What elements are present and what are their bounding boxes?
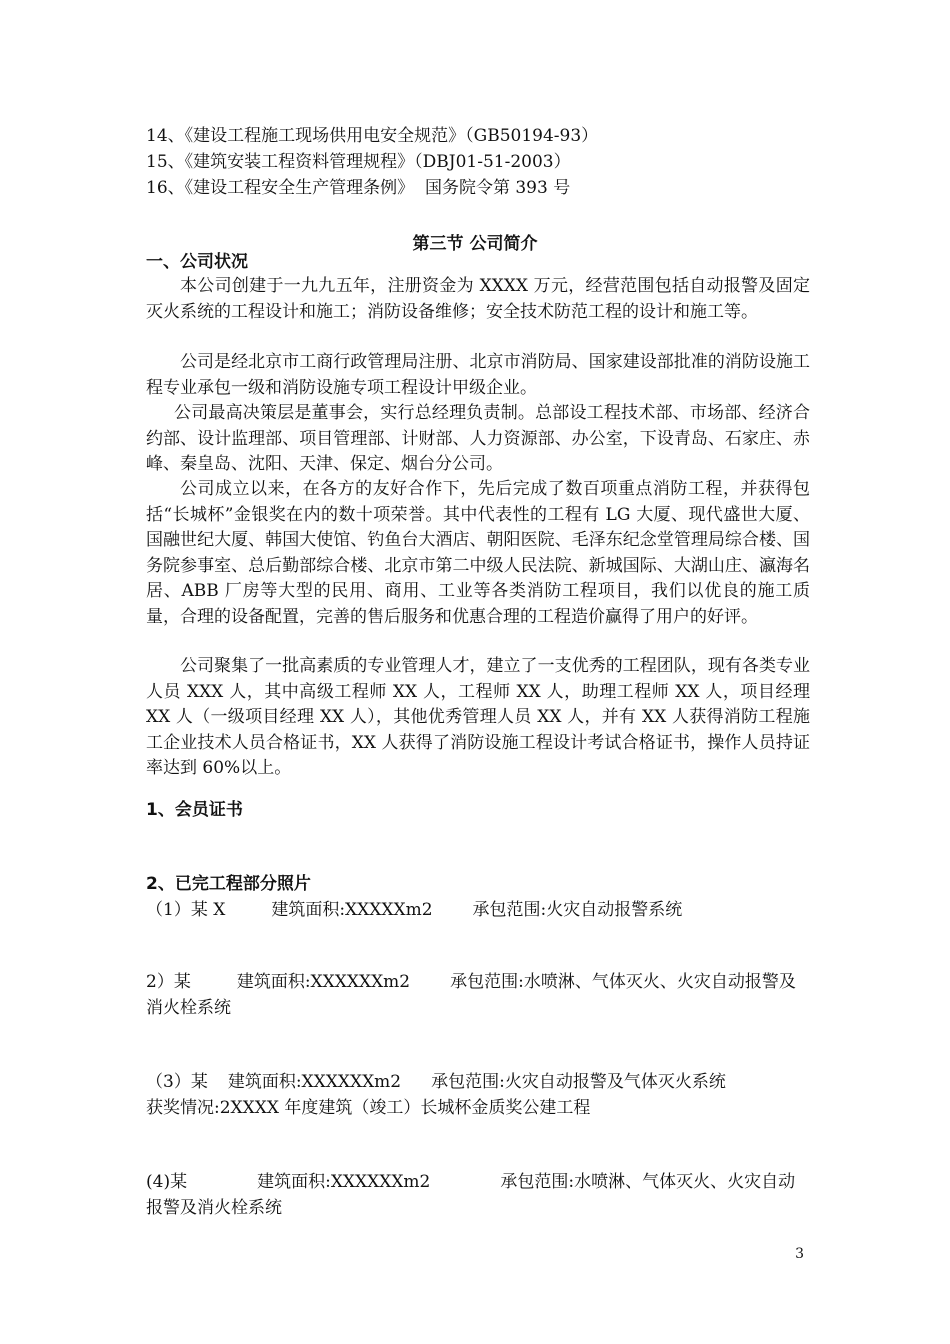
heading-member-certificate: 1、会员证书 bbox=[146, 800, 243, 820]
project-entry bbox=[146, 1170, 810, 1221]
paragraph: 公司是经北京市工商行政管理局注册、北京市消防局、国家建设部批准的消防设施工程专业承包一级和消防设施专项工程设计甲级企业。 bbox=[146, 352, 810, 398]
paragraph: 公司成立以来，在各方的友好合作下，先后完成了数百项重点消防工程，并获得包括“长城杯”金银奖在内的数十项荣誉。其中代表性的工程有 LG 大厦、现代盛世大厦、国融世纪大厦、韩国大使馆、钓鱼台大酒店、朝阳医院、毛泽东纪念堂管理局综合楼、国务院参事室、总后勤部综合楼、北京市第二中级人民法院、新城国际、大湖山庄、瀛海名居、ABB 厂房等大型的民用、商用、工业等各类消防工程项目，我们以优良的施工质量，合理的设备配置，完善的售后服务和优惠合理的工程造价赢得了用户的好评。 bbox=[146, 479, 810, 627]
project-prefix: （1）某 X bbox=[146, 900, 226, 920]
project-prefix: （3）某 bbox=[146, 1072, 208, 1092]
paragraph: 本公司创建于一九九五年，注册资金为 XXXX 万元，经营范围包括自动报警及固定灭火系统的工程设计和施工；消防设备维修；安全技术防范工程的设计和施工等。 bbox=[146, 276, 810, 322]
project-award: 获奖情况:2XXXX 年度建筑（竣工）长城杯金质奖公建工程 bbox=[146, 1097, 591, 1118]
project-entry bbox=[146, 1070, 810, 1121]
heading-project-photos: 2、已完工程部分照片 bbox=[146, 874, 311, 894]
project-area: 建筑面积:XXXXXXm2 bbox=[257, 1172, 431, 1192]
project-scope: 承包范围:水喷淋、气体灭火、火灾自动报警及消火栓系统 bbox=[146, 1172, 796, 1218]
project-area: 建筑面积:XXXXXXm2 bbox=[236, 972, 411, 992]
page-number: 3 bbox=[795, 1246, 804, 1262]
paragraph: 公司最高决策层是董事会，实行总经理负责制。总部设工程技术部、市场部、经济合约部、设计监理部、项目管理部、计财部、人力资源部、办公室，下设青岛、石家庄、赤峰、秦皇岛、沈阳、天津、保定、烟台分公司。 bbox=[146, 403, 810, 474]
reference-line: 15、《建筑安装工程资料管理规程》（DBJ01-51-2003） bbox=[146, 152, 571, 172]
project-scope: 承包范围:火灾自动报警系统 bbox=[472, 900, 683, 920]
project-prefix: (4)某 bbox=[146, 1172, 188, 1192]
reference-line: 14、《建设工程施工现场供用电安全规范》（GB50194-93） bbox=[146, 126, 599, 146]
subsection-title: 一、公司状况 bbox=[146, 252, 248, 272]
project-area: 建筑面积:XXXXXm2 bbox=[271, 900, 433, 920]
project-area: 建筑面积:XXXXXXm2 bbox=[227, 1072, 402, 1092]
project-scope: 承包范围:水喷淋、气体灭火、火灾自动报警及消火栓系统 bbox=[146, 972, 796, 1018]
reference-line: 16、《建设工程安全生产管理条例》 国务院令第 393 号 bbox=[146, 178, 571, 198]
project-entry bbox=[146, 970, 810, 1021]
project-entry bbox=[146, 898, 810, 924]
paragraph: 公司聚集了一批高素质的专业管理人才，建立了一支优秀的工程团队，现有各类专业人员 XXX 人，其中高级工程师 XX 人，工程师 XX 人，助理工程师 XX 人，项目经理 XX 人（一级项目经理 XX 人），其他优秀管理人员 XX 人，并有 XX 人获得消防工程施工企业技术人员合格证书，XX 人获得了消防设施工程设计考试合格证书，操作人员持证率达到 60%以上。 bbox=[146, 656, 810, 778]
project-prefix: 2）某 bbox=[146, 972, 191, 992]
project-scope: 承包范围:火灾自动报警及气体灭火系统 bbox=[431, 1072, 726, 1092]
section-title: 第三节 公司简介 bbox=[412, 234, 538, 254]
